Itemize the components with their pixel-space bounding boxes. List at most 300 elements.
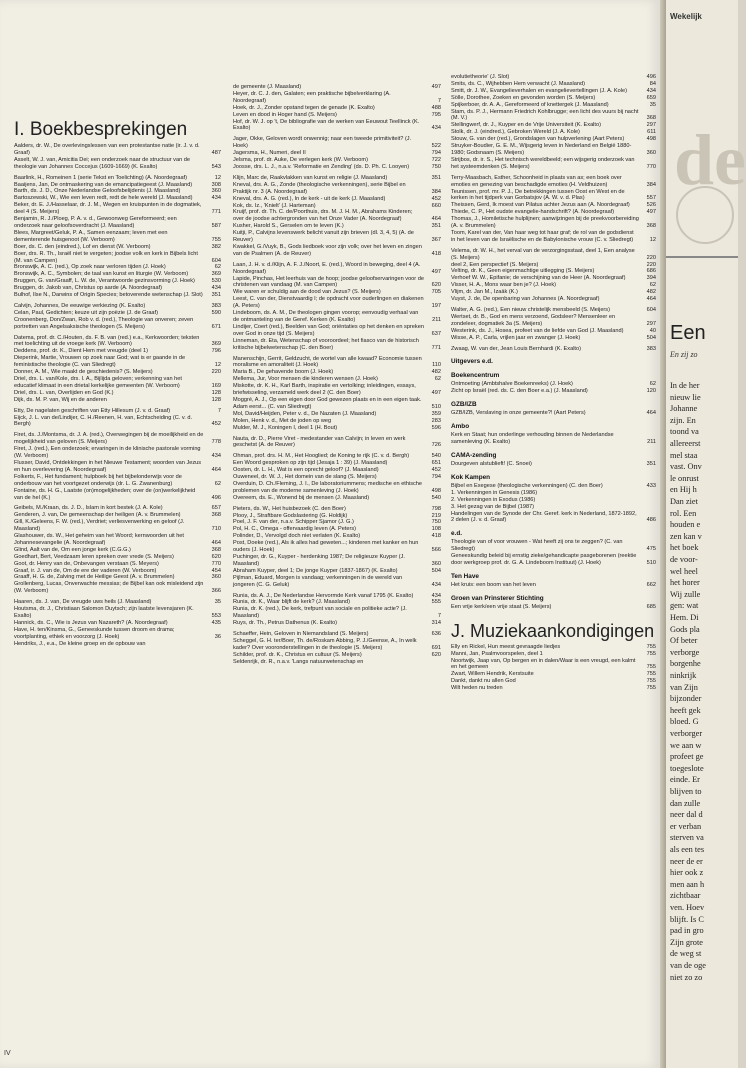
entry-text: Aalders, dr. W., De overlevingslessen van een protestantse natie (ir. J. v. d. Graaf) <box>14 143 200 156</box>
entry-text: Bijbel en Exegese (theologische verkenningen) (C. den Boer) <box>451 482 603 489</box>
index-entry <box>233 296 441 310</box>
index-entry <box>14 310 221 317</box>
entry-text: Kneval, drs. A. G., Zonde (theologische verkenningen), serie Bijbel en Praktijk nr. 3 (A. Noordegraaf) <box>233 181 406 195</box>
entry-page: 596 <box>431 424 441 431</box>
entry-text: Bartoszewski, W., Wie een leven redt, redt de hele wereld (J. Maasland) <box>14 195 193 202</box>
index-entry <box>233 164 441 171</box>
index-entry <box>233 506 441 513</box>
entry-page: 220 <box>646 261 656 268</box>
index-entry <box>233 356 441 370</box>
index-entry <box>233 411 441 418</box>
index-entry <box>233 289 441 296</box>
entry-text: 1. Verkenningen in Genesis (1986) <box>451 489 538 496</box>
strip-header: Wekelijk <box>670 12 702 21</box>
subsection-heading: Kok Kampen <box>451 473 491 481</box>
strip-line: allereerst <box>670 439 701 448</box>
entry-page: 555 <box>431 599 441 606</box>
entry-page: 498 <box>431 487 441 494</box>
entry-page: 498 <box>646 136 656 143</box>
entry-page: 351 <box>431 174 441 181</box>
entry-page: 543 <box>211 163 221 170</box>
entry-page: 487 <box>211 149 221 156</box>
entry-text: Barth, ds. J. D., Onze Nederlandse Geloofsbelijdenis (J. Maasland) <box>14 188 181 195</box>
entry-text: Hof, dr. W. J. op 't, De bibliografie van de werken van Eeuwout Teellinck (K. Exalto) <box>233 118 420 132</box>
entry-text: Croonenberg, Don/Zwan, Rob v. d. (red.), Theologie van onveren; zeven portretten van Angelsaksische theologen (S. Meijers) <box>14 316 194 330</box>
index-entry <box>451 129 656 136</box>
index-entry <box>451 346 656 353</box>
facing-page-strip <box>666 0 746 1068</box>
strip-line: heeft gek <box>670 705 701 715</box>
entry-page: 360 <box>211 574 221 581</box>
index-entry <box>451 553 656 567</box>
strip-title: Een <box>670 322 706 344</box>
index-entry <box>14 505 221 512</box>
entry-page: 662 <box>646 581 656 588</box>
index-entry <box>233 276 441 290</box>
entry-page: 7 <box>217 407 221 414</box>
entry-text: Jagersma, H., Numeri, deel II <box>233 150 306 157</box>
index-entry <box>451 314 656 328</box>
entry-page: 434 <box>431 125 441 132</box>
index-entry <box>233 481 441 495</box>
entry-text: Oosten, dr. L. H., Wat is een oprecht geloof? (J. Maasland) <box>233 467 379 474</box>
entry-text: Dieperink, Martie, Vrouwen op zoek naar God; wat is er gaande in de feministische theologie (C. van Sliedregt) <box>14 355 186 369</box>
entry-text: Poel, J. F. van der, n.a.v. Schipper Sjamor (J. G.) <box>233 519 354 526</box>
entry-page: 368 <box>211 546 221 553</box>
index-entry <box>233 203 441 210</box>
index-entry <box>451 328 656 335</box>
entry-page: 434 <box>646 87 656 94</box>
index-entry <box>233 338 441 352</box>
entry-text: Fontaine, ds. H. G., Laatste (on)mogelijkheden; over de (on)werkelijkheid van de hel (K.) <box>14 487 196 501</box>
index-entry <box>451 296 656 303</box>
entry-page: 435 <box>211 619 221 626</box>
entry-text: Runia, dr. K. (red.), De kerk, trefpunt van sociale en politieke actie? (J. Maasland) <box>233 606 407 620</box>
index-entry <box>451 335 656 342</box>
strip-line: toond va <box>670 427 699 437</box>
index-entry <box>14 641 221 648</box>
entry-text: Celan, Paul, Gedichten; keuze uit zijn poëzie (J. de Graaf) <box>14 309 158 316</box>
entry-page: 220 <box>211 369 221 376</box>
entry-page: 496 <box>211 494 221 501</box>
strip-line: dan zulle <box>670 798 701 808</box>
strip-line: Johanne <box>670 404 698 414</box>
index-entry <box>233 383 441 397</box>
entry-text: Dourgeven alstublieft! (C. Snoei) <box>451 460 532 467</box>
index-entry <box>233 593 441 600</box>
entry-text: Wilt heden nu treden <box>451 685 503 692</box>
strip-seal-icon <box>676 186 734 244</box>
entry-page: 454 <box>211 567 221 574</box>
index-entry <box>14 581 221 595</box>
entry-text: Kneval, drs. A. G. (red.), In de kerk - uit de kerk (J. Maasland) <box>233 195 386 202</box>
entry-text: Smits, ds. C., Wijhebben Hem verwacht (J. Maasland) <box>451 80 585 87</box>
entry-text: Geneeskundig beleid bij ernstig zieke/gehandicapte pasgeborenen (reektie door werkgroep prof. dr. G. A. Lindeboom Instituut) (J. Hoek) <box>451 553 637 567</box>
index-entry <box>233 230 441 244</box>
index-entry <box>14 264 221 271</box>
index-entry <box>233 513 441 520</box>
strip-line: verborge <box>670 647 700 657</box>
entry-text: Wertset, dr. B., God en mens verzoend, Godsleer? Mensenleer en zondeleer, dogmatiek 3a (S. Meijers) <box>451 313 616 327</box>
entry-page: 351 <box>646 460 656 467</box>
index-entry <box>233 196 441 203</box>
entry-text: Laan, J. H. v. d./Klijn, A. F. J./Noort, E. (red.), Woord in beweging, deel 4 (A. Noordegraaf) <box>233 261 421 275</box>
entry-page: 726 <box>431 442 441 449</box>
entry-page: 434 <box>211 285 221 292</box>
entry-text: Have, H. ten/Kinsma, G., Geneeskunde tussen droom en drama; voortplanting, ethiek en voorzorg (J. Hoek) <box>14 626 175 640</box>
entry-page: 705 <box>431 289 441 296</box>
entry-text: Smitt, dr. J. W., Evangelieverhalen en evangelievertellingen (J. A. Kole) <box>451 87 627 94</box>
strip-line: houden e <box>670 520 701 530</box>
entry-text: Miskotte, dr. K. H., Karl Barth, inspiratie en vertolking; inleidingen, essays, briefwisseling, verzameld werk deel 2 (C. den Boer) <box>233 383 416 397</box>
entry-page: 62 <box>649 381 656 388</box>
entry-page: 604 <box>646 307 656 313</box>
index-entry <box>14 278 221 285</box>
index-entry <box>14 415 221 429</box>
index-entry <box>233 599 441 606</box>
index-entry <box>14 606 221 620</box>
index-entry <box>451 497 656 504</box>
index-entry <box>14 230 221 244</box>
index-entry <box>233 526 441 533</box>
index-entry <box>14 303 221 310</box>
entry-page: 557 <box>646 195 656 202</box>
index-entry <box>233 460 441 467</box>
entry-page: 497 <box>431 390 441 397</box>
index-entry <box>233 136 441 150</box>
index-entry <box>233 182 441 196</box>
entry-page: 12 <box>649 236 656 243</box>
entry-text: Ohman, prof. drs. H. M., Het Hooglied; de Koning te rijk (C. v. d. Bergh) <box>233 453 410 460</box>
index-entry <box>233 631 441 638</box>
entry-page: 771 <box>431 344 441 351</box>
entry-page: 84 <box>649 80 656 87</box>
strip-line: Zijn grote <box>670 937 703 947</box>
entry-page: 636 <box>431 631 441 638</box>
entry-text: Hoek, dr. J., Zonder opstand tegen de genade (K. Exalto) <box>233 104 375 111</box>
entry-page: 433 <box>646 482 656 489</box>
page-number: IV <box>4 1050 11 1057</box>
entry-page: 685 <box>646 603 656 610</box>
entry-page: 750 <box>431 163 441 170</box>
entry-text: Schilder, prof. dr. K., Christus en cultuur (S. Meijers) <box>233 651 362 658</box>
entry-page: 360 <box>211 188 221 195</box>
entry-text: Zicht op Israël (red. ds. C. den Boer e.a.) (J. Maasland) <box>451 388 588 395</box>
subsection-heading: Groen van Prinsterer Stichting <box>451 594 544 602</box>
index-entry <box>233 659 441 666</box>
subsection-heading: CAMA-zending <box>451 451 497 459</box>
index-entry <box>14 512 221 519</box>
entry-text: Een vrije kerk/een vrije staat (S. Meijers) <box>451 603 552 610</box>
index-entry <box>14 488 221 502</box>
entry-page: 369 <box>211 271 221 278</box>
index-entry <box>14 244 221 251</box>
strip-line: het horer <box>670 578 700 588</box>
strip-line: rol. Een <box>670 508 697 518</box>
entry-page: 220 <box>646 254 656 261</box>
strip-line: men aan h <box>670 879 705 889</box>
entry-text: Stam, ds. P. J., Hermann Friedrich Kohlbrugge; een licht des vuurs bij nacht (M. V.) <box>451 108 639 122</box>
entry-page: 530 <box>211 278 221 285</box>
index-entry <box>451 95 656 102</box>
strip-line: mel staa <box>670 450 698 460</box>
index-entry <box>451 136 656 143</box>
entry-page: 110 <box>432 362 441 369</box>
entry-page: 360 <box>431 560 441 567</box>
entry-page: 755 <box>646 650 656 657</box>
subsection-heading: Uitgevers e.d. <box>451 358 493 366</box>
entry-text: Kwakkel, G./Vuyk, B., Gods liedboek voor zijn volk; over het leven en zingen van de Psalmen (A. de Reuver) <box>233 243 422 257</box>
index-entry <box>14 292 221 299</box>
entry-text: Linneman, dr. Eta, Wetenschap of vooroordeel; het fiasco van de historisch kritische bijbelwetenschap (C. den Boer) <box>233 337 419 351</box>
entry-page: 686 <box>646 268 656 275</box>
entry-text: Terry-Maasbach, Esther, Schoonheid in plaats van as; een boek over emoties en genezing van beschadigde emoties (H. Veldhuizen) <box>451 174 622 188</box>
entry-text: Puchinger, dr. G., Kuyper - herdenking 1987; De religieuze Kuyper (J. Maasland) <box>233 554 405 567</box>
entry-text: Schaeffer, Hein, Geloven in Niemandsland (S. Meijers) <box>233 631 369 638</box>
strip-line: blijven to <box>670 787 702 796</box>
index-entry <box>451 671 656 678</box>
index-entry <box>14 474 221 488</box>
index-entry <box>14 195 221 202</box>
entry-page: 308 <box>211 181 221 188</box>
index-entry <box>451 658 656 672</box>
entry-page: 778 <box>211 439 221 446</box>
entry-text: Teunissen, prof. mr. P. J., De betrekkingen tussen Oost en West en de kerken in het tijdperk van Gorbatsjov (A. W. v. d. Plas) <box>451 188 625 202</box>
entry-page: 540 <box>431 494 441 501</box>
entry-page: 120 <box>646 388 656 395</box>
index-entry <box>233 606 441 620</box>
spacer <box>451 611 656 621</box>
entry-text: Stellingwerf, dr. J., Kuyper en de Vrije Universiteit (K. Exalto) <box>451 122 601 129</box>
entry-text: Runia, dr. K., Waar blijft de kerk? (J. Maasland) <box>233 599 350 606</box>
entry-page: 497 <box>431 84 441 90</box>
entry-text: Kusher, Harold S., Gerselen om te leven (K.) <box>233 223 344 230</box>
index-entry <box>14 348 221 355</box>
index-entry <box>451 381 656 388</box>
entry-text: Bruggen, G. van/Graaff, L. W. de, Verantwoorde gezinsvorming (J. Hoek) <box>14 278 195 285</box>
entry-page: 7 <box>437 97 441 104</box>
index-entry <box>14 460 221 474</box>
index-entry <box>14 599 221 606</box>
entry-page: 169 <box>211 382 221 389</box>
strip-line: bloed. G <box>670 717 699 727</box>
entry-text: Bronswijk, A. C. (red.), Op zoek naar verloren tijden (J. Hoek) <box>14 264 166 271</box>
entry-page: 35 <box>214 599 221 606</box>
entry-page: 482 <box>646 289 656 296</box>
entry-page: 604 <box>211 257 221 264</box>
entry-text: 3. Het gezag van de Bijbel (1987) <box>451 503 535 510</box>
index-entry <box>14 533 221 547</box>
index-entry <box>14 285 221 292</box>
entry-page: 394 <box>646 275 656 282</box>
entry-page: 382 <box>211 243 221 250</box>
index-entry <box>451 81 656 88</box>
index-entry <box>451 539 656 553</box>
entry-text: Elly en Rickel, Hun meest gevraagde liedjes <box>451 643 561 650</box>
entry-text: evolutietheorie' (J. Slot) <box>451 74 510 80</box>
entry-text: Haaren, ds. J. van, De vreugde uws heils (J. Maasland) <box>14 599 152 606</box>
entry-text: Bruggen, dr. Jakob van, Christus op aarde (A. Noordegraaf) <box>14 285 163 292</box>
subsection-heading: Ambo <box>451 423 470 431</box>
index-entry <box>451 230 656 244</box>
entry-text: 2. Verkenningen in Exodus (1986) <box>451 496 536 503</box>
entry-text: Het kruis: een boom van het leven <box>451 581 536 588</box>
entry-text: Eijck, J. L. van de/Lindijer, C. H./Reenen, H. van, Echtscheiding (C. v. d. Bergh) <box>14 414 193 428</box>
entry-text: Visser, H. A., Mons waar ben je? (J. Hoek) <box>451 282 556 289</box>
entry-page: 526 <box>646 202 656 209</box>
index-entry <box>233 397 441 411</box>
entry-page: 369 <box>211 341 221 348</box>
entry-text: Walter, A. G. (red.), Een nieuw christelijk mensbeeld (S. Meijers) <box>451 307 610 313</box>
entry-text: Folkerts, F., Het fundament; hulpboek bij het bijbelonderwijs voor de onderbouw van het voortgezet onderwijs (dr. L. G. Zwanenburg) <box>14 473 182 487</box>
strip-line: toegeslote <box>670 763 704 773</box>
entry-page: 434 <box>431 581 441 588</box>
strip-line: In de her <box>670 381 700 390</box>
strip-rule <box>666 256 738 258</box>
entry-page: 418 <box>431 533 441 540</box>
entry-page: 211 <box>647 439 656 446</box>
entry-page: 384 <box>646 181 656 188</box>
entry-text: Theissen, Gerd, Ik moest van Pilatus achter Jezus aan (A. Noordegraaf) <box>451 202 630 209</box>
entry-text: Mulder, M. J., Koningen I, deel 1 (H. Bout) <box>233 424 338 431</box>
entry-page: 590 <box>211 309 221 316</box>
index-entry <box>233 620 441 627</box>
entry-text: Flusser, David, Ontdekkingen in het Nieuwe Testament; woorden van Jezus en hun overlevering (A. Noordegraaf) <box>14 459 202 473</box>
entry-text: Klijn, Marc de, Raakvlakken van kunst en religie (J. Maasland) <box>233 174 388 181</box>
index-entry <box>451 490 656 497</box>
entry-page: 587 <box>211 222 221 229</box>
index-entry <box>233 119 441 133</box>
index-entry <box>451 268 656 275</box>
index-entry <box>14 574 221 581</box>
entry-page: 770 <box>211 560 221 567</box>
index-entry <box>233 262 441 276</box>
strip-line: we aan w <box>670 740 702 750</box>
index-entry <box>14 369 221 376</box>
index-entry <box>451 644 656 651</box>
subsection-heading: Boekencentrum <box>451 372 500 380</box>
index-entry <box>233 638 441 652</box>
entry-text: Dankt, dankt nu allen God <box>451 678 516 685</box>
entry-page: 108 <box>431 526 441 533</box>
entry-page: 659 <box>646 94 656 101</box>
index-entry <box>233 436 441 450</box>
entry-page: 128 <box>211 396 221 403</box>
entry-text: Bronswijk, A. C., Symbolen; de taal van kunst en liturgie (W. Verboom) <box>14 271 189 278</box>
entry-text: Stouw, G. van der (red.), Grondslagen van hulpverlening (Aart Peters) <box>451 136 625 143</box>
entry-page: 611 <box>647 129 656 136</box>
entry-page: 755 <box>211 236 221 243</box>
index-entry <box>451 432 656 446</box>
index-entry <box>14 317 221 331</box>
entry-page: 482 <box>431 369 441 376</box>
entry-page: 510 <box>646 560 656 567</box>
column-2 <box>233 84 441 666</box>
entry-text: Donner, A. M., Wie maakt de geschiedenis? (S. Meijers) <box>14 369 153 376</box>
entry-text: Blees, Margreet/Geluk, P. A., Samen eenzaam; leven met een dementerende huisgenoot (W. Verboom) <box>14 229 168 243</box>
entry-text: Firet, J. (red.), Een onderzoek; ervaringen in de klinische pastorale vorming (W. Verboom) <box>14 446 201 460</box>
entry-page: 464 <box>646 410 656 417</box>
index-entry <box>14 271 221 278</box>
entry-page: 351 <box>211 292 221 299</box>
entry-page: 488 <box>431 104 441 111</box>
entry-page: 620 <box>431 651 441 658</box>
index-entry <box>233 223 441 230</box>
entry-page: 475 <box>646 546 656 553</box>
entry-page: 798 <box>431 505 441 512</box>
entry-page: 510 <box>431 403 441 410</box>
index-entry <box>233 568 441 575</box>
entry-text: Leest, C. van der, Dienstvaardig I; de opdracht voor ouderlingen en diakenen (A. Peters) <box>233 296 424 310</box>
entry-text: Thomas, J., Homiletische hulplijnen; aanwijzingen bij de preekvoorbereiding (A. v. Brummelen) <box>451 216 639 230</box>
entry-text: Graaff, H. G. de, Zalving met de Heilige Geest (A. v. Brummelen) <box>14 574 175 581</box>
entry-page: 691 <box>431 644 441 651</box>
strip-line: verborger <box>670 729 703 738</box>
entry-page: 283 <box>431 417 441 424</box>
entry-text: Zwart, Willem Hendrik, Kerstsuite <box>451 671 534 678</box>
entry-text: Geibels, M./Kraan, ds. J. D., Islam in kort bestek (J. A. Kole) <box>14 505 163 512</box>
index-entry <box>233 175 441 182</box>
entry-text: Seldenrijk, dr. R., n.a.v. 'Langs natuurwetenschap en <box>233 658 364 665</box>
entry-page: 359 <box>431 410 441 417</box>
index-entry <box>14 561 221 568</box>
index-entry <box>14 519 221 533</box>
entry-page: 796 <box>211 348 221 355</box>
entry-text: Lapide, Pinchas, Het leerhuis van de hoop; joodse geloofservaringen voor de christenen van vandaag (M. van Campen) <box>233 275 424 289</box>
index-entry <box>233 150 441 157</box>
strip-line: gen: wat <box>670 601 699 611</box>
entry-page: 464 <box>211 466 221 473</box>
entry-page: 504 <box>431 567 441 574</box>
strip-line: Of beter <box>670 636 698 646</box>
entry-page: 12 <box>214 362 221 369</box>
index-entry <box>451 604 656 611</box>
entry-page: 660 <box>431 202 441 209</box>
entry-text: Jager, Okke, Geloven wordt onwennig; naar een tweede primitiviteit? (J. Hoek) <box>233 136 412 150</box>
entry-text: Kruijf, prof. dr. Th. C. de/Poorthuis, drs. M. J. H. M., Abrahams Kinderen; over de joodse achtergronden van het Onze Vader (A. Noordegraaf) <box>233 209 413 223</box>
index-entry <box>451 678 656 685</box>
index-entry <box>233 310 441 324</box>
strip-line: borgenhe <box>670 659 701 669</box>
index-entry <box>14 157 221 171</box>
entry-page: 368 <box>646 115 656 122</box>
entry-page: 771 <box>211 209 221 216</box>
entry-text: Ontmoeting (Ambtshalve Boekenreeks) (J. Hoek) <box>451 381 573 388</box>
entry-text: Velema, dr. W. H., het verval van de verzorgingsstaat, deel 1, Een analyse (S. Meijers) <box>451 247 635 261</box>
entry-page: 351 <box>431 223 441 230</box>
entry-text: Boer, ds. C. den (eindred.), Lof en dienst (W. Verboom) <box>14 243 151 250</box>
entry-text: Hendriks, J., e.a., De kleine groep en de opbouw van <box>14 640 146 647</box>
entry-text: Polinder, D., Vervolgd doch niet verlaten (K. Exalto) <box>233 533 361 540</box>
index-entry <box>451 410 656 417</box>
entry-text: Grollenberg, Lucas, Onverwachte messias; de Bijbel kan ook misleidend zijn (W. Verboom) <box>14 581 204 595</box>
index-entry <box>233 540 441 554</box>
entry-page: 434 <box>211 195 221 202</box>
entry-text: Wisse, A. P., Carla, vrijlen jaar en zwanger (J. Hoek) <box>451 334 581 341</box>
entry-page: 496 <box>646 74 656 80</box>
entry-page: 197 <box>431 303 441 310</box>
strip-line: Gods pla <box>670 624 700 634</box>
index-entry <box>451 685 656 692</box>
entry-text: Zwaag, W. van der, Jean Louis Bernhardi (K. Exalto) <box>451 345 581 352</box>
index-entry <box>451 307 656 314</box>
index-entry <box>14 376 221 390</box>
index-entry <box>233 418 441 425</box>
entry-page: 522 <box>431 143 441 150</box>
entry-page: 297 <box>646 320 656 327</box>
entry-page: 36 <box>214 633 221 640</box>
entry-page: 794 <box>431 150 441 157</box>
